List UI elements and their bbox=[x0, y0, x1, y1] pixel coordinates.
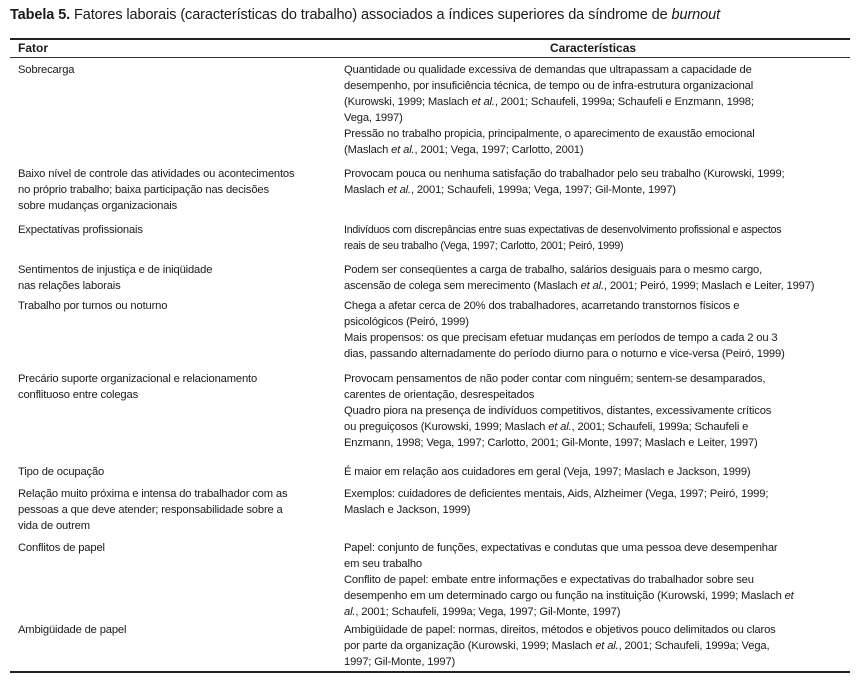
row-fator bbox=[18, 62, 330, 78]
caracteristica-line: Indivíduos com discrepâncias entre suas expectativas de desenvolvimento profissional e aspectos bbox=[344, 224, 782, 236]
caracteristica-line: psicológicos (Peiró, 1999) bbox=[344, 316, 469, 329]
caracteristica-line: Quantidade ou qualidade excessiva de demandas que ultrapassam a capacidade de bbox=[344, 64, 752, 76]
row-caracteristicas bbox=[344, 464, 844, 480]
caracteristica-line: Papel: conjunto de funções, expectativas e condutas que uma pessoa deve desempenhar bbox=[344, 542, 778, 554]
fator-line: Conflitos de papel bbox=[18, 542, 105, 554]
fator-line: Tipo de ocupação bbox=[18, 466, 105, 478]
fator-line: Sobrecarga bbox=[18, 64, 75, 76]
row-caracteristicas bbox=[344, 622, 844, 670]
fator-line: Baixo nível de controle das atividades ou acontecimentos bbox=[18, 168, 295, 180]
row-caracteristicas bbox=[344, 486, 844, 518]
caracteristica-line: desempenho em um determinado cargo ou função na instituição (Kurowski, 1999; Maslach et bbox=[344, 590, 794, 603]
fator-line: Ambigüidade de papel bbox=[18, 624, 127, 636]
fator-line: pessoas a que deve atender; responsabilidade sobre a bbox=[18, 504, 283, 517]
fator-line: Expectativas profissionais bbox=[18, 224, 143, 236]
caracteristica-line: Maslach e Jackson, 1999) bbox=[344, 504, 471, 517]
row-fator bbox=[18, 166, 330, 214]
row-fator bbox=[18, 222, 330, 238]
caracteristica-line: (Kurowski, 1999; Maslach et al., 2001; Schaufeli, 1999a; Schaufeli e Enzmann, 1998; bbox=[344, 96, 754, 109]
header-rule bbox=[10, 57, 850, 58]
row-caracteristicas bbox=[344, 166, 844, 198]
bottom-rule bbox=[10, 671, 850, 673]
caracteristica-line: É maior em relação aos cuidadores em geral (Veja, 1997; Maslach e Jackson, 1999) bbox=[344, 466, 751, 478]
fator-line: conflituoso entre colegas bbox=[18, 389, 139, 402]
caracteristica-line: 1997; Gil-Monte, 1997) bbox=[344, 656, 456, 669]
row-caracteristicas bbox=[344, 262, 844, 294]
caracteristica-line: Exemplos: cuidadores de deficientes mentais, Aids, Alzheimer (Vega, 1997; Peiró, 1999; bbox=[344, 488, 769, 500]
row-fator bbox=[18, 464, 330, 480]
caracteristica-line: desempenho, por insuficiência técnica, de tempo ou de infra-estrutura organizacional bbox=[344, 80, 754, 93]
fator-line: Precário suporte organizacional e relacionamento bbox=[18, 373, 258, 385]
header-caracteristicas: Características bbox=[550, 41, 637, 55]
row-fator bbox=[18, 540, 330, 556]
table-header bbox=[10, 40, 850, 56]
row-caracteristicas bbox=[344, 62, 844, 159]
row-fator bbox=[18, 298, 330, 314]
row-caracteristicas bbox=[344, 298, 844, 362]
row-caracteristicas bbox=[344, 222, 844, 254]
fator-line: Trabalho por turnos ou noturno bbox=[18, 300, 168, 312]
caracteristica-line: Provocam pensamentos de não poder contar com ninguém; sentem-se desamparados, bbox=[344, 373, 766, 385]
caracteristica-line: carentes de orientação, desrespeitados bbox=[344, 389, 535, 402]
caracteristica-line: Quadro piora na presença de indivíduos competitivos, distantes, excessivamente críticos bbox=[344, 405, 772, 418]
row-fator bbox=[18, 622, 330, 638]
caracteristica-line: Chega a afetar cerca de 20% dos trabalhadores, acarretando transtornos físicos e bbox=[344, 300, 740, 312]
caracteristica-line: reais de seu trabalho (Vega, 1997; Carlotto, 2001; Peiró, 1999) bbox=[344, 240, 624, 253]
row-fator bbox=[18, 371, 330, 403]
caracteristica-line: em seu trabalho bbox=[344, 558, 422, 571]
row-caracteristicas bbox=[344, 371, 844, 451]
header-fator: Fator bbox=[18, 41, 48, 55]
row-fator bbox=[18, 262, 330, 294]
fator-line: sobre mudanças organizacionais bbox=[18, 200, 178, 213]
table-title-text: Fatores laborais (características do trabalho) associados a índices superiores da síndrome de bbox=[70, 7, 672, 23]
caracteristica-line: Provocam pouca ou nenhuma satisfação do trabalhador pelo seu trabalho (Kurowski, 1999; bbox=[344, 168, 785, 180]
fator-line: Relação muito próxima e intensa do trabalhador com as bbox=[18, 488, 288, 500]
table-label: Tabela 5. bbox=[10, 7, 71, 23]
caracteristica-line: al., 2001; Schaufeli, 1999a; Vega, 1997; Gil-Monte, 1997) bbox=[344, 606, 621, 619]
fator-line: Sentimentos de injustiça e de iniqüidade bbox=[18, 264, 213, 276]
caracteristica-line: ascensão de colega sem merecimento (Maslach et al., 2001; Peiró, 1999; Maslach e Leiter, 1997) bbox=[344, 280, 815, 293]
table-title-italic: burnout bbox=[671, 7, 720, 23]
row-caracteristicas bbox=[344, 540, 844, 620]
fator-line: vida de outrem bbox=[18, 520, 90, 533]
caracteristica-line: Ambigüidade de papel: normas, direitos, métodos e objetivos pouco delimitados ou claros bbox=[344, 624, 776, 636]
caracteristica-line: Podem ser conseqüentes a carga de trabalho, salários desiguais para o mesmo cargo, bbox=[344, 264, 763, 276]
caracteristica-line: Mais propensos: os que precisam efetuar mudanças em períodos de tempo a cada 2 ou 3 bbox=[344, 332, 778, 345]
caracteristica-line: Vega, 1997) bbox=[344, 112, 403, 125]
caracteristica-line: Enzmann, 1998; Vega, 1997; Carlotto, 2001; Gil-Monte, 1997; Maslach e Leiter, 1997) bbox=[344, 437, 758, 450]
caracteristica-line: Conflito de papel: embate entre informações e expectativas do trabalhador sobre seu bbox=[344, 574, 754, 587]
caracteristica-line: dias, passando alternadamente do período diurno para o noturno e vice-versa (Peiró, 1999) bbox=[344, 348, 785, 361]
fator-line: nas relações laborais bbox=[18, 280, 121, 293]
caracteristica-line: por parte da organização (Kurowski, 1999; Maslach et al., 2001; Schaufeli, 1999a; Vega, bbox=[344, 640, 770, 653]
caracteristica-line: (Maslach et al., 2001; Vega, 1997; Carlotto, 2001) bbox=[344, 144, 584, 157]
caracteristica-line: Maslach et al., 2001; Schaufeli, 1999a; Vega, 1997; Gil-Monte, 1997) bbox=[344, 184, 676, 197]
caracteristica-line: Pressão no trabalho propicia, principalmente, o aparecimento de exaustão emocional bbox=[344, 128, 755, 141]
fator-line: no próprio trabalho; baixa participação nas decisões bbox=[18, 184, 269, 197]
table-title bbox=[10, 6, 863, 24]
caracteristica-line: ou preguiçosos (Kurowski, 1999; Maslach et al., 2001; Schaufeli, 1999a; Schaufeli e bbox=[344, 421, 749, 434]
row-fator bbox=[18, 486, 330, 534]
